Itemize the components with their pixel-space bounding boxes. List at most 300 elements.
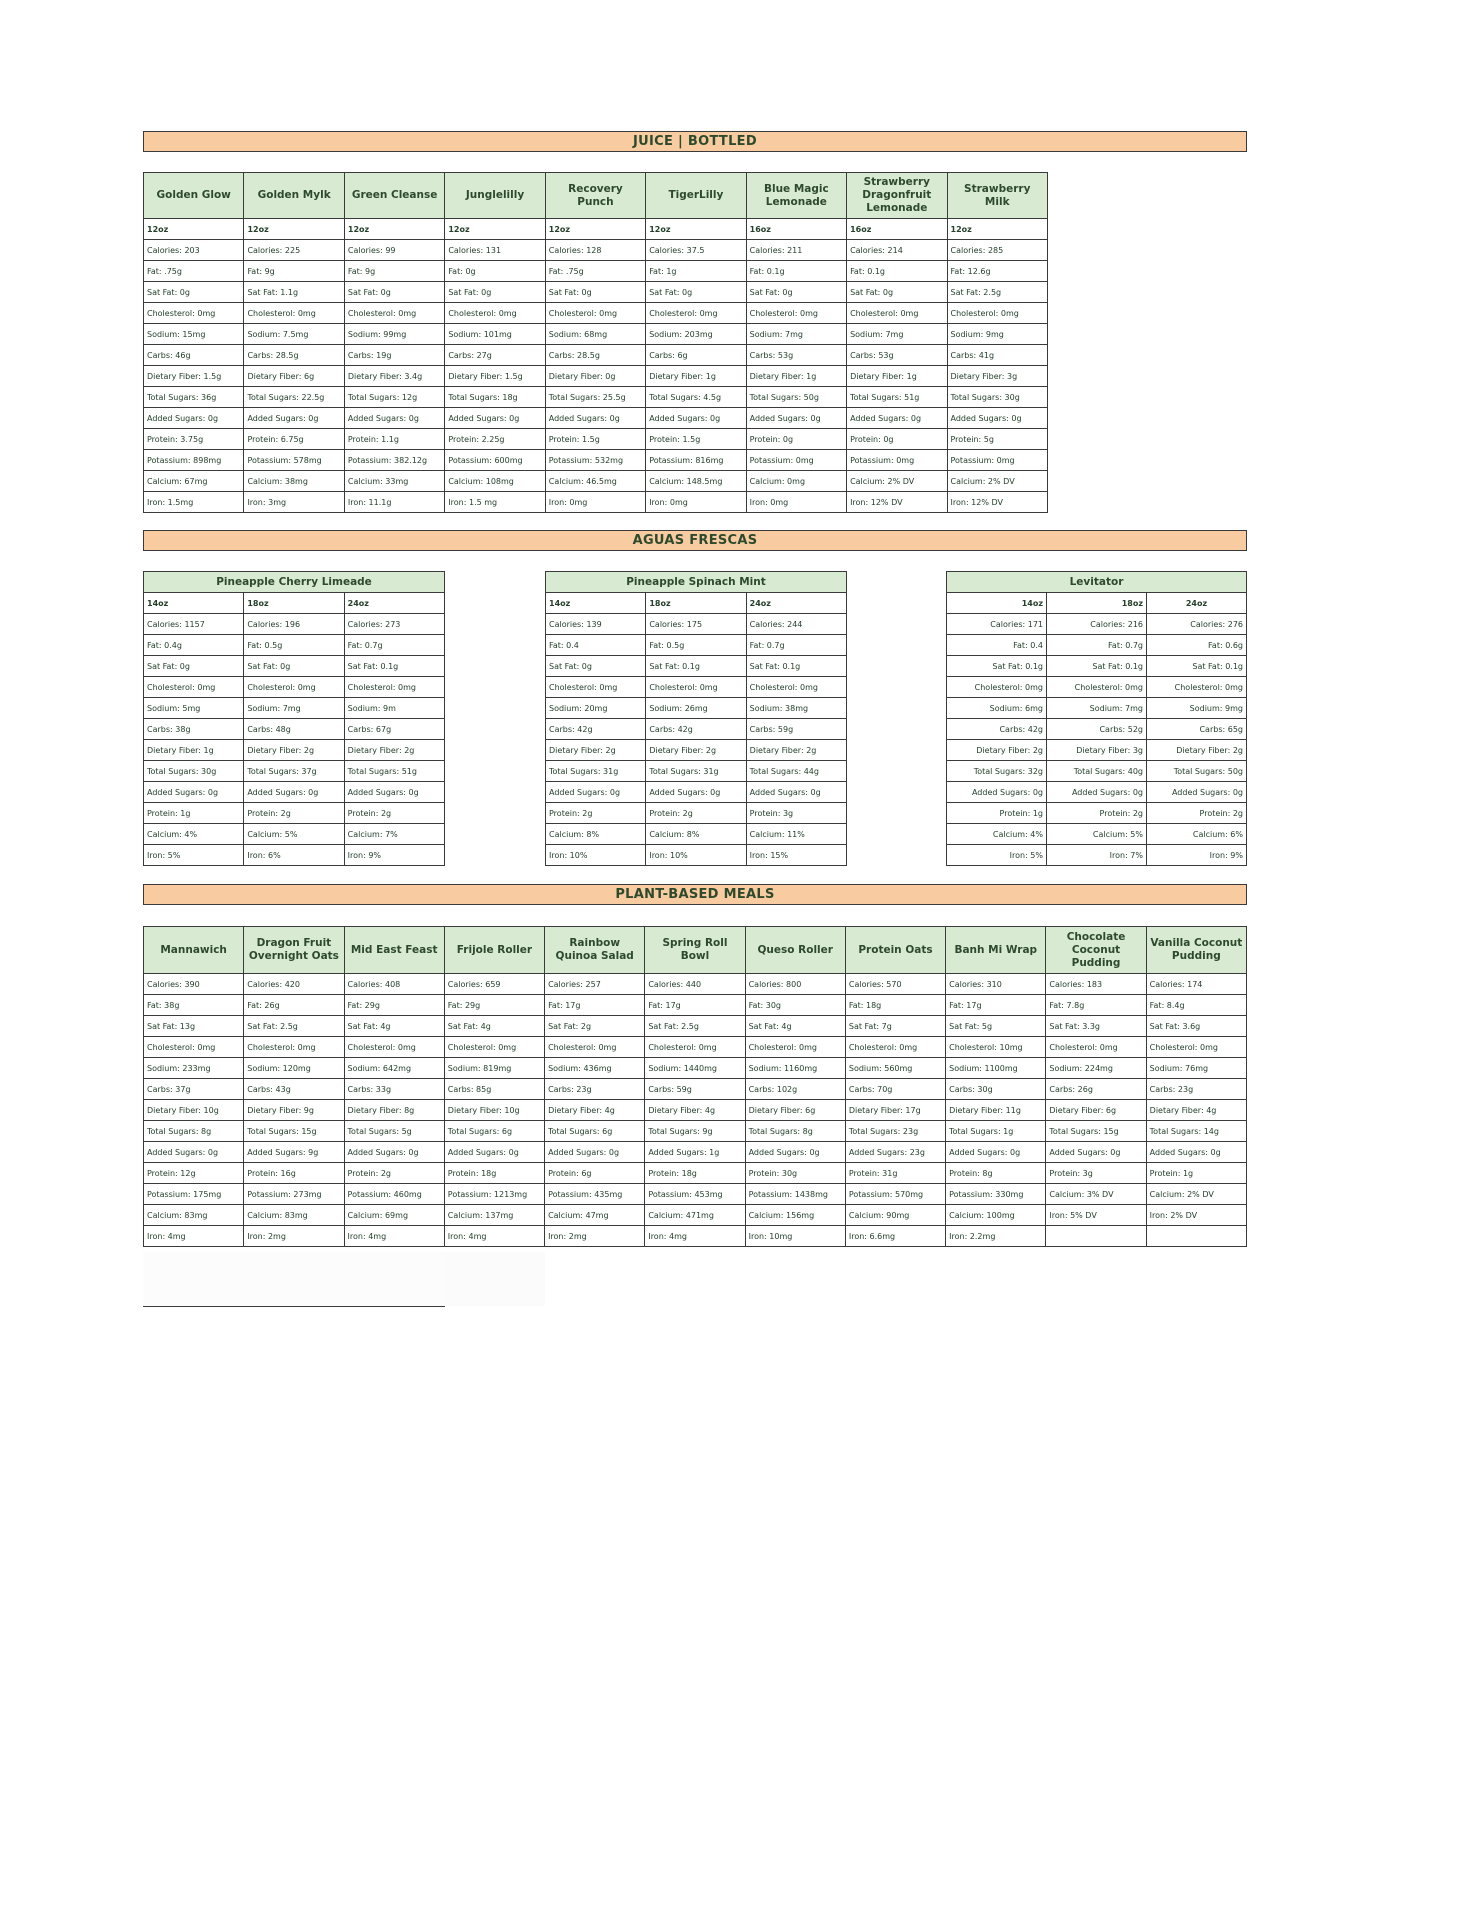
- nutrition-cell: Cholesterol: 0mg: [244, 677, 344, 698]
- nutrition-cell: Iron: 3mg: [244, 492, 344, 513]
- nutrition-cell: Sodium: 7mg: [244, 698, 344, 719]
- table-row: [546, 761, 847, 782]
- nutrition-cell: Calcium: 6%: [1147, 824, 1247, 845]
- nutrition-cell: Protein: 18g: [645, 1163, 745, 1184]
- nutrition-cell: Iron: 5%: [144, 845, 244, 866]
- aguas-product-title: Levitator: [947, 572, 1247, 593]
- nutrition-cell: Protein: 2g: [1047, 803, 1147, 824]
- nutrition-cell: Total Sugars: 14g: [1146, 1121, 1246, 1142]
- nutrition-cell: Iron: 9%: [1147, 845, 1247, 866]
- meal-product-header: Spring Roll Bowl: [645, 927, 745, 974]
- nutrition-cell: Fat: 29g: [444, 995, 544, 1016]
- nutrition-cell: Added Sugars: 0g: [746, 782, 846, 803]
- nutrition-cell: Calories: 390: [144, 974, 244, 995]
- aguas-title-row: [546, 572, 847, 593]
- nutrition-cell: [1146, 1226, 1246, 1247]
- nutrition-cell: Calcium: 3% DV: [1046, 1184, 1146, 1205]
- nutrition-cell: Calories: 131: [445, 240, 545, 261]
- nutrition-cell: Carbs: 70g: [845, 1079, 945, 1100]
- juice-table: [143, 172, 1048, 513]
- nutrition-cell: Sat Fat: 4g: [344, 1016, 444, 1037]
- nutrition-cell: Dietary Fiber: 10g: [444, 1100, 544, 1121]
- nutrition-cell: Total Sugars: 50g: [1147, 761, 1247, 782]
- nutrition-cell: Sodium: 9mg: [947, 324, 1048, 345]
- nutrition-cell: Fat: 0g: [445, 261, 545, 282]
- nutrition-cell: 24oz: [1147, 593, 1247, 614]
- nutrition-cell: Iron: 4mg: [444, 1226, 544, 1247]
- nutrition-cell: Calcium: 4%: [947, 824, 1047, 845]
- nutrition-cell: Potassium: 898mg: [144, 450, 244, 471]
- nutrition-cell: Calories: 257: [545, 974, 645, 995]
- table-row: [144, 1205, 1247, 1226]
- nutrition-cell: Carbs: 42g: [947, 719, 1047, 740]
- aguas-product-title: Pineapple Cherry Limeade: [144, 572, 445, 593]
- nutrition-cell: Dietary Fiber: 6g: [1046, 1100, 1146, 1121]
- table-row: [144, 698, 445, 719]
- nutrition-cell: Cholesterol: 0mg: [746, 677, 846, 698]
- nutrition-cell: Calcium: 46.5mg: [545, 471, 645, 492]
- nutrition-cell: Protein: 8g: [946, 1163, 1046, 1184]
- nutrition-cell: Sat Fat: 4g: [745, 1016, 845, 1037]
- nutrition-cell: Calories: 273: [344, 614, 444, 635]
- nutrition-cell: Iron: 10mg: [745, 1226, 845, 1247]
- nutrition-cell: Iron: 10%: [646, 845, 746, 866]
- nutrition-cell: Added Sugars: 0g: [445, 408, 545, 429]
- meals-header-row: [144, 927, 1247, 974]
- nutrition-cell: Fat: 17g: [545, 995, 645, 1016]
- aguas-table-levitator: [946, 571, 1247, 866]
- nutrition-cell: Total Sugars: 12g: [344, 387, 444, 408]
- nutrition-cell: Carbs: 23g: [545, 1079, 645, 1100]
- nutrition-cell: Dietary Fiber: 1g: [144, 740, 244, 761]
- aguas-title-row: [144, 572, 445, 593]
- nutrition-cell: Carbs: 59g: [645, 1079, 745, 1100]
- nutrition-cell: Potassium: 600mg: [445, 450, 545, 471]
- nutrition-cell: Added Sugars: 0g: [646, 408, 746, 429]
- nutrition-cell: Sat Fat: 0.1g: [344, 656, 444, 677]
- nutrition-cell: Iron: 12% DV: [947, 492, 1048, 513]
- table-row: [144, 408, 1048, 429]
- nutrition-cell: Added Sugars: 0g: [947, 408, 1048, 429]
- table-row: [144, 1142, 1247, 1163]
- table-row: [144, 656, 445, 677]
- nutrition-cell: Calcium: 83mg: [144, 1205, 244, 1226]
- nutrition-cell: Calories: 1157: [144, 614, 244, 635]
- nutrition-cell: Fat: 0.5g: [646, 635, 746, 656]
- nutrition-cell: Calories: 408: [344, 974, 444, 995]
- nutrition-cell: Potassium: 0mg: [947, 450, 1048, 471]
- nutrition-cell: Calories: 276: [1147, 614, 1247, 635]
- nutrition-cell: Fat: 12.6g: [947, 261, 1048, 282]
- nutrition-cell: Calories: 310: [946, 974, 1046, 995]
- nutrition-cell: Sodium: 99mg: [344, 324, 444, 345]
- nutrition-cell: Dietary Fiber: 17g: [845, 1100, 945, 1121]
- nutrition-cell: Carbs: 53g: [746, 345, 846, 366]
- nutrition-cell: Cholesterol: 0mg: [344, 677, 444, 698]
- nutrition-cell: Protein: 2g: [646, 803, 746, 824]
- nutrition-cell: Sodium: 7mg: [1047, 698, 1147, 719]
- nutrition-cell: Cholesterol: 0mg: [947, 303, 1048, 324]
- nutrition-cell: Protein: 3.75g: [144, 429, 244, 450]
- nutrition-cell: Sodium: 38mg: [746, 698, 846, 719]
- nutrition-cell: Potassium: 175mg: [144, 1184, 244, 1205]
- nutrition-cell: Fat: 1g: [646, 261, 746, 282]
- bottom-divider: [143, 1306, 445, 1307]
- nutrition-cell: Dietary Fiber: 0g: [545, 366, 645, 387]
- table-row: [144, 492, 1048, 513]
- nutrition-cell: Protein: 2g: [244, 803, 344, 824]
- nutrition-cell: Protein: 12g: [144, 1163, 244, 1184]
- nutrition-cell: Cholesterol: 0mg: [1147, 677, 1247, 698]
- table-row: [144, 761, 445, 782]
- table-row: [546, 719, 847, 740]
- nutrition-cell: Cholesterol: 0mg: [1146, 1037, 1246, 1058]
- nutrition-cell: Cholesterol: 0mg: [947, 677, 1047, 698]
- nutrition-cell: Calcium: 0mg: [746, 471, 846, 492]
- nutrition-cell: Cholesterol: 0mg: [1047, 677, 1147, 698]
- nutrition-cell: Total Sugars: 31g: [646, 761, 746, 782]
- nutrition-cell: Potassium: 0mg: [746, 450, 846, 471]
- nutrition-cell: Sat Fat: 7g: [845, 1016, 945, 1037]
- table-row: [144, 995, 1247, 1016]
- nutrition-cell: Calories: 440: [645, 974, 745, 995]
- empty-region: [143, 1252, 445, 1306]
- nutrition-cell: Added Sugars: 0g: [746, 408, 846, 429]
- nutrition-cell: Calcium: 5%: [1047, 824, 1147, 845]
- nutrition-cell: Fat: 38g: [144, 995, 244, 1016]
- nutrition-cell: Calcium: 8%: [546, 824, 646, 845]
- nutrition-cell: Total Sugars: 15g: [244, 1121, 344, 1142]
- juice-header-row: [144, 173, 1048, 219]
- nutrition-cell: Cholesterol: 0mg: [144, 677, 244, 698]
- nutrition-cell: Sat Fat: 1.1g: [244, 282, 344, 303]
- nutrition-cell: Added Sugars: 0g: [344, 1142, 444, 1163]
- table-row: [144, 450, 1048, 471]
- nutrition-cell: Carbs: 46g: [144, 345, 244, 366]
- meal-product-header: Banh Mi Wrap: [946, 927, 1046, 974]
- table-row: [144, 1058, 1247, 1079]
- table-row: [144, 803, 445, 824]
- nutrition-cell: Sodium: 560mg: [845, 1058, 945, 1079]
- nutrition-cell: Calcium: 38mg: [244, 471, 344, 492]
- nutrition-cell: Iron: 7%: [1047, 845, 1147, 866]
- table-row: [144, 282, 1048, 303]
- nutrition-cell: Iron: 12% DV: [847, 492, 947, 513]
- nutrition-cell: Fat: 18g: [845, 995, 945, 1016]
- nutrition-cell: Potassium: 453mg: [645, 1184, 745, 1205]
- meal-product-header: Vanilla Coconut Pudding: [1146, 927, 1246, 974]
- table-row: [947, 698, 1247, 719]
- nutrition-cell: Cholesterol: 0mg: [144, 303, 244, 324]
- nutrition-cell: Carbs: 42g: [546, 719, 646, 740]
- nutrition-cell: Sat Fat: 4g: [444, 1016, 544, 1037]
- nutrition-cell: Sat Fat: 0.1g: [646, 656, 746, 677]
- nutrition-cell: 24oz: [746, 593, 846, 614]
- nutrition-cell: Carbs: 65g: [1147, 719, 1247, 740]
- nutrition-cell: Protein: 2g: [1147, 803, 1247, 824]
- nutrition-cell: Sodium: 203mg: [646, 324, 746, 345]
- table-row: [144, 593, 445, 614]
- nutrition-cell: Cholesterol: 0mg: [344, 1037, 444, 1058]
- nutrition-cell: Calcium: 471mg: [645, 1205, 745, 1226]
- table-row: [546, 593, 847, 614]
- nutrition-cell: Added Sugars: 9g: [244, 1142, 344, 1163]
- nutrition-cell: Iron: 0mg: [746, 492, 846, 513]
- nutrition-cell: Added Sugars: 0g: [1146, 1142, 1246, 1163]
- nutrition-cell: Carbs: 19g: [344, 345, 444, 366]
- nutrition-cell: Total Sugars: 6g: [444, 1121, 544, 1142]
- nutrition-cell: Carbs: 6g: [646, 345, 746, 366]
- nutrition-cell: Calories: 139: [546, 614, 646, 635]
- nutrition-cell: Carbs: 28.5g: [545, 345, 645, 366]
- table-row: [546, 656, 847, 677]
- nutrition-cell: Iron: 9%: [344, 845, 444, 866]
- table-row: [546, 803, 847, 824]
- nutrition-cell: Sat Fat: 13g: [144, 1016, 244, 1037]
- nutrition-cell: Total Sugars: 8g: [745, 1121, 845, 1142]
- nutrition-cell: Iron: 2% DV: [1146, 1205, 1246, 1226]
- nutrition-cell: Total Sugars: 40g: [1047, 761, 1147, 782]
- section-header-aguas-frescas: AGUAS FRESCAS: [143, 530, 1247, 551]
- nutrition-cell: Protein: 5g: [947, 429, 1048, 450]
- nutrition-cell: Cholesterol: 0mg: [746, 303, 846, 324]
- nutrition-cell: Total Sugars: 32g: [947, 761, 1047, 782]
- nutrition-cell: Dietary Fiber: 8g: [344, 1100, 444, 1121]
- nutrition-cell: Dietary Fiber: 6g: [244, 366, 344, 387]
- table-row: [947, 845, 1247, 866]
- juice-product-header: TigerLilly: [646, 173, 746, 219]
- nutrition-cell: Added Sugars: 0g: [344, 408, 444, 429]
- nutrition-cell: Sat Fat: 2g: [545, 1016, 645, 1037]
- table-row: [144, 387, 1048, 408]
- nutrition-cell: Calories: 174: [1146, 974, 1246, 995]
- nutrition-cell: Protein: 1g: [947, 803, 1047, 824]
- nutrition-cell: Added Sugars: 0g: [144, 782, 244, 803]
- nutrition-cell: Fat: 0.7g: [1047, 635, 1147, 656]
- nutrition-cell: Protein: 1g: [1146, 1163, 1246, 1184]
- nutrition-cell: Carbs: 43g: [244, 1079, 344, 1100]
- nutrition-cell: 14oz: [144, 593, 244, 614]
- nutrition-cell: Sat Fat: 0.1g: [947, 656, 1047, 677]
- nutrition-cell: Total Sugars: 1g: [946, 1121, 1046, 1142]
- nutrition-cell: Carbs: 37g: [144, 1079, 244, 1100]
- nutrition-cell: 18oz: [244, 593, 344, 614]
- nutrition-cell: Dietary Fiber: 4g: [645, 1100, 745, 1121]
- nutrition-cell: Sat Fat: 0g: [546, 656, 646, 677]
- nutrition-cell: Iron: 6%: [244, 845, 344, 866]
- nutrition-cell: Sat Fat: 0g: [847, 282, 947, 303]
- nutrition-cell: Sodium: 233mg: [144, 1058, 244, 1079]
- nutrition-cell: Calcium: 148.5mg: [646, 471, 746, 492]
- table-row: [947, 677, 1247, 698]
- nutrition-cell: Sat Fat: 0.1g: [1047, 656, 1147, 677]
- nutrition-cell: Cholesterol: 0mg: [645, 1037, 745, 1058]
- nutrition-cell: Calcium: 2% DV: [947, 471, 1048, 492]
- nutrition-cell: Added Sugars: 0g: [745, 1142, 845, 1163]
- nutrition-cell: Protein: 2.25g: [445, 429, 545, 450]
- nutrition-cell: Dietary Fiber: 11g: [946, 1100, 1046, 1121]
- nutrition-cell: Added Sugars: 0g: [545, 408, 645, 429]
- nutrition-cell: Calcium: 90mg: [845, 1205, 945, 1226]
- table-row: [144, 303, 1048, 324]
- nutrition-cell: Carbs: 41g: [947, 345, 1048, 366]
- juice-product-header: Strawberry Milk: [947, 173, 1048, 219]
- nutrition-cell: Cholesterol: 0mg: [545, 303, 645, 324]
- nutrition-cell: Carbs: 33g: [344, 1079, 444, 1100]
- table-row: [144, 1121, 1247, 1142]
- nutrition-cell: Sat Fat: 2.5g: [645, 1016, 745, 1037]
- aguas-table-pineapple-cherry-limeade: [143, 571, 445, 866]
- nutrition-cell: Potassium: 0mg: [847, 450, 947, 471]
- nutrition-cell: Potassium: 1438mg: [745, 1184, 845, 1205]
- nutrition-cell: Sat Fat: 2.5g: [244, 1016, 344, 1037]
- nutrition-cell: Cholesterol: 0mg: [344, 303, 444, 324]
- nutrition-cell: Calories: 203: [144, 240, 244, 261]
- nutrition-cell: Cholesterol: 0mg: [545, 1037, 645, 1058]
- nutrition-cell: Protein: 3g: [1046, 1163, 1146, 1184]
- table-row: [947, 740, 1247, 761]
- nutrition-cell: 12oz: [947, 219, 1048, 240]
- nutrition-cell: Iron: 11.1g: [344, 492, 444, 513]
- table-row: [144, 1226, 1247, 1247]
- nutrition-cell: Protein: 0g: [746, 429, 846, 450]
- nutrition-cell: Sat Fat: 0g: [244, 656, 344, 677]
- nutrition-cell: Total Sugars: 31g: [546, 761, 646, 782]
- nutrition-cell: Sodium: 68mg: [545, 324, 645, 345]
- table-row: [144, 1016, 1247, 1037]
- nutrition-cell: Dietary Fiber: 2g: [344, 740, 444, 761]
- table-row: [947, 593, 1247, 614]
- section-header-plant-based-meals: PLANT-BASED MEALS: [143, 884, 1247, 905]
- table-row: [546, 635, 847, 656]
- nutrition-cell: Calories: 570: [845, 974, 945, 995]
- juice-product-header: Recovery Punch: [545, 173, 645, 219]
- nutrition-cell: Calories: 225: [244, 240, 344, 261]
- table-row: [144, 824, 445, 845]
- nutrition-cell: Dietary Fiber: 4g: [1146, 1100, 1246, 1121]
- table-row: [546, 698, 847, 719]
- nutrition-cell: Cholesterol: 10mg: [946, 1037, 1046, 1058]
- nutrition-cell: Total Sugars: 5g: [344, 1121, 444, 1142]
- aguas-title-row: [947, 572, 1247, 593]
- nutrition-cell: Sat Fat: 3.3g: [1046, 1016, 1146, 1037]
- nutrition-cell: Fat: 26g: [244, 995, 344, 1016]
- nutrition-cell: Calories: 211: [746, 240, 846, 261]
- nutrition-cell: Iron: 2mg: [545, 1226, 645, 1247]
- nutrition-cell: 18oz: [646, 593, 746, 614]
- table-row: [144, 240, 1048, 261]
- nutrition-cell: Carbs: 23g: [1146, 1079, 1246, 1100]
- nutrition-cell: Dietary Fiber: 3g: [947, 366, 1048, 387]
- nutrition-cell: Cholesterol: 0mg: [646, 677, 746, 698]
- nutrition-cell: Sodium: 7mg: [847, 324, 947, 345]
- table-row: [546, 614, 847, 635]
- nutrition-cell: Carbs: 38g: [144, 719, 244, 740]
- nutrition-cell: Dietary Fiber: 2g: [947, 740, 1047, 761]
- nutrition-cell: Total Sugars: 23g: [845, 1121, 945, 1142]
- nutrition-cell: Sodium: 642mg: [344, 1058, 444, 1079]
- nutrition-cell: Sodium: 1100mg: [946, 1058, 1046, 1079]
- nutrition-cell: Total Sugars: 50g: [746, 387, 846, 408]
- nutrition-cell: Iron: 4mg: [144, 1226, 244, 1247]
- nutrition-cell: Added Sugars: 0g: [344, 782, 444, 803]
- nutrition-cell: Calcium: 5%: [244, 824, 344, 845]
- nutrition-cell: Protein: 6g: [545, 1163, 645, 1184]
- nutrition-cell: Fat: .75g: [144, 261, 244, 282]
- meal-product-header: Rainbow Quinoa Salad: [545, 927, 645, 974]
- nutrition-cell: Fat: 7.8g: [1046, 995, 1146, 1016]
- nutrition-cell: Total Sugars: 15g: [1046, 1121, 1146, 1142]
- nutrition-cell: Added Sugars: 0g: [1147, 782, 1247, 803]
- nutrition-cell: Added Sugars: 0g: [946, 1142, 1046, 1163]
- nutrition-cell: 14oz: [546, 593, 646, 614]
- nutrition-cell: Dietary Fiber: 4g: [545, 1100, 645, 1121]
- nutrition-cell: Protein: 6.75g: [244, 429, 344, 450]
- nutrition-cell: Added Sugars: 1g: [645, 1142, 745, 1163]
- nutrition-cell: Fat: 0.7g: [344, 635, 444, 656]
- nutrition-cell: Calories: 99: [344, 240, 444, 261]
- table-row: [947, 719, 1247, 740]
- meal-product-header: Protein Oats: [845, 927, 945, 974]
- nutrition-cell: Potassium: 570mg: [845, 1184, 945, 1205]
- nutrition-cell: Calcium: 8%: [646, 824, 746, 845]
- nutrition-cell: Iron: 5%: [947, 845, 1047, 866]
- nutrition-cell: Sodium: 20mg: [546, 698, 646, 719]
- table-row: [947, 614, 1247, 635]
- nutrition-cell: Calcium: 4%: [144, 824, 244, 845]
- aguas-table-pineapple-spinach-mint: [545, 571, 847, 866]
- nutrition-cell: Protein: 1.5g: [545, 429, 645, 450]
- nutrition-cell: 12oz: [646, 219, 746, 240]
- nutrition-cell: Dietary Fiber: 3g: [1047, 740, 1147, 761]
- nutrition-cell: Total Sugars: 30g: [947, 387, 1048, 408]
- nutrition-cell: 12oz: [144, 219, 244, 240]
- nutrition-cell: Total Sugars: 36g: [144, 387, 244, 408]
- nutrition-cell: Calcium: 69mg: [344, 1205, 444, 1226]
- table-row: [144, 1079, 1247, 1100]
- nutrition-cell: Calories: 214: [847, 240, 947, 261]
- table-row: [947, 803, 1247, 824]
- nutrition-cell: Fat: 8.4g: [1146, 995, 1246, 1016]
- nutrition-cell: Fat: .75g: [545, 261, 645, 282]
- nutrition-cell: Fat: 0.5g: [244, 635, 344, 656]
- nutrition-cell: Dietary Fiber: 2g: [244, 740, 344, 761]
- nutrition-cell: Added Sugars: 23g: [845, 1142, 945, 1163]
- nutrition-cell: Added Sugars: 0g: [244, 408, 344, 429]
- nutrition-cell: Fat: 0.4: [546, 635, 646, 656]
- nutrition-cell: Iron: 2.2mg: [946, 1226, 1046, 1247]
- juice-product-header: Green Cleanse: [344, 173, 444, 219]
- nutrition-cell: Added Sugars: 0g: [144, 408, 244, 429]
- nutrition-cell: Potassium: 330mg: [946, 1184, 1046, 1205]
- table-row: [144, 719, 445, 740]
- table-row: [546, 782, 847, 803]
- nutrition-cell: Carbs: 53g: [847, 345, 947, 366]
- nutrition-cell: Dietary Fiber: 2g: [546, 740, 646, 761]
- nutrition-cell: Carbs: 48g: [244, 719, 344, 740]
- nutrition-cell: Sat Fat: 2.5g: [947, 282, 1048, 303]
- nutrition-cell: Sodium: 5mg: [144, 698, 244, 719]
- nutrition-cell: Sodium: 819mg: [444, 1058, 544, 1079]
- meal-product-header: Dragon Fruit Overnight Oats: [244, 927, 344, 974]
- meal-product-header: Chocolate Coconut Pudding: [1046, 927, 1146, 974]
- nutrition-cell: Added Sugars: 0g: [244, 782, 344, 803]
- nutrition-cell: Sat Fat: 0g: [144, 282, 244, 303]
- nutrition-cell: Potassium: 532mg: [545, 450, 645, 471]
- nutrition-cell: Dietary Fiber: 2g: [646, 740, 746, 761]
- table-row: [947, 635, 1247, 656]
- nutrition-cell: Sat Fat: 3.6g: [1146, 1016, 1246, 1037]
